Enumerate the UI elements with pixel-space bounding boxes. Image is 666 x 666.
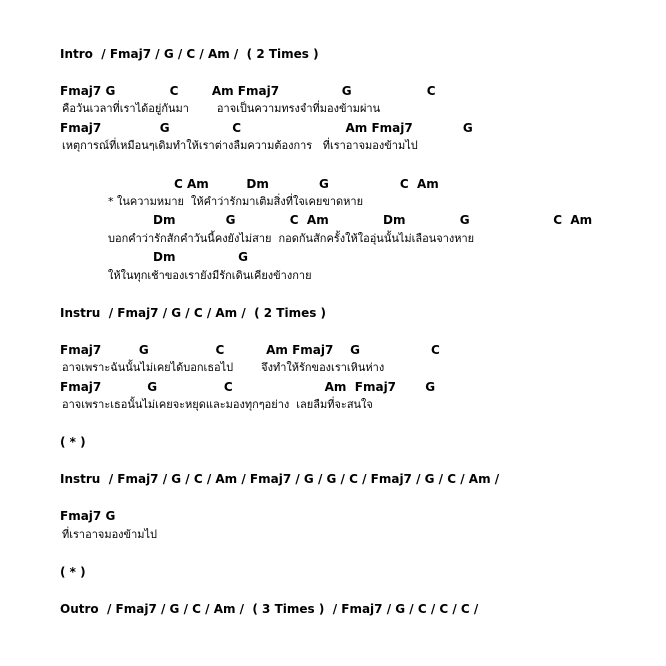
ending-chords: Fmaj7 G xyxy=(60,509,116,523)
verse2-chords-1: Fmaj7 G C Am Fmaj7 G C xyxy=(60,343,440,357)
verse1-lyric-1: คือวันเวลาที่เราได้อยู่กันมา อาจเป็นความทรงจำที่มองข้ามผ่าน xyxy=(62,102,381,115)
chorus-repeat-marker-1: ( * ) xyxy=(60,435,86,449)
chorus-repeat-marker-2: ( * ) xyxy=(60,565,86,579)
chorus-lyric-3: ให้ในทุกเช้าของเรายังมีรักเดินเคียงข้างกาย xyxy=(108,269,312,282)
intro-line: Intro / Fmaj7 / G / C / Am / ( 2 Times ) xyxy=(60,47,319,61)
verse2-lyric-1: อาจเพราะฉันนั้นไม่เคยได้บอกเธอไป จึงทำให้รักของเราเหินห่าง xyxy=(62,361,385,374)
verse1-lyric-2: เหตุการณ์ที่เหมือนๆเดิมทำให้เราต่างลืมความต้องการ ที่เราอาจมองข้ามไป xyxy=(62,139,418,152)
verse1-chords-1: Fmaj7 G C Am Fmaj7 G C xyxy=(60,84,436,98)
verse2-lyric-2: อาจเพราะเธอนั้นไม่เคยจะหยุดและมองทุกๆอย่าง เลยลืมที่จะสนใจ xyxy=(62,398,373,411)
chorus-lyric-2: บอกคำว่ารักสักคำวันนี้คงยังไม่สาย กอดกันสักครั้งให้ใออุ่นนั้นไม่เลือนจางหาย xyxy=(108,232,475,245)
outro-line: Outro / Fmaj7 / G / C / Am / ( 3 Times ) / Fmaj7 / G / C / C / C / xyxy=(60,602,479,616)
verse1-chords-2: Fmaj7 G C Am Fmaj7 G xyxy=(60,121,473,135)
instru-line-1: Instru / Fmaj7 / G / C / Am / ( 2 Times ) xyxy=(60,306,327,320)
verse2-chords-2: Fmaj7 G C Am Fmaj7 G xyxy=(60,380,436,394)
chorus-chords-1: C Am Dm G C Am xyxy=(174,177,439,191)
chorus-lyric-1: * ในความหมาย ให้คำว่ารักมาเติมสิ่งที่ใจเคยขาดหาย xyxy=(108,195,364,208)
instru-line-2: Instru / Fmaj7 / G / C / Am / Fmaj7 / G / G / C / Fmaj7 / G / C / Am / xyxy=(60,472,500,486)
chorus-chords-3: Dm G xyxy=(153,250,248,264)
ending-lyric: ที่เราอาจมองข้ามไป xyxy=(62,528,158,541)
chorus-chords-2: Dm G C Am Dm G C Am xyxy=(153,213,593,227)
